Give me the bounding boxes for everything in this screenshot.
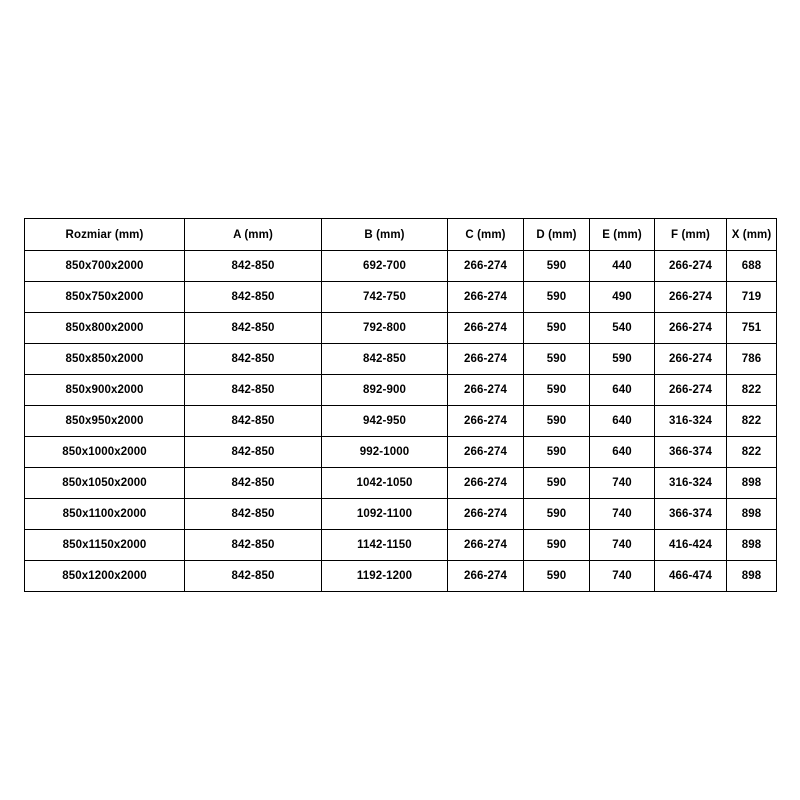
cell-d: 590 — [524, 344, 590, 375]
cell-x: 719 — [727, 282, 777, 313]
cell-size: 850x1000x2000 — [25, 437, 185, 468]
cell-a: 842-850 — [185, 468, 322, 499]
table-row — [25, 437, 777, 468]
table-header-row — [25, 219, 777, 251]
cell-c: 266-274 — [448, 561, 524, 592]
cell-f: 316-324 — [655, 468, 727, 499]
cell-a: 842-850 — [185, 344, 322, 375]
cell-f: 266-274 — [655, 344, 727, 375]
table-row — [25, 561, 777, 592]
cell-b: 692-700 — [322, 251, 448, 282]
cell-c: 266-274 — [448, 530, 524, 561]
table-row — [25, 375, 777, 406]
cell-x: 898 — [727, 561, 777, 592]
table-header — [25, 219, 777, 251]
column-header-x: X (mm) — [727, 219, 777, 251]
cell-c: 266-274 — [448, 406, 524, 437]
cell-f: 266-274 — [655, 375, 727, 406]
cell-a: 842-850 — [185, 530, 322, 561]
table-row — [25, 499, 777, 530]
cell-f: 366-374 — [655, 437, 727, 468]
cell-d: 590 — [524, 499, 590, 530]
cell-e: 740 — [590, 561, 655, 592]
cell-b: 992-1000 — [322, 437, 448, 468]
table-row — [25, 530, 777, 561]
cell-b: 1042-1050 — [322, 468, 448, 499]
cell-b: 892-900 — [322, 375, 448, 406]
cell-c: 266-274 — [448, 313, 524, 344]
cell-c: 266-274 — [448, 499, 524, 530]
cell-size: 850x750x2000 — [25, 282, 185, 313]
cell-d: 590 — [524, 251, 590, 282]
cell-x: 822 — [727, 406, 777, 437]
column-header-e: E (mm) — [590, 219, 655, 251]
cell-e: 440 — [590, 251, 655, 282]
cell-e: 740 — [590, 468, 655, 499]
cell-b: 1092-1100 — [322, 499, 448, 530]
cell-d: 590 — [524, 530, 590, 561]
cell-f: 416-424 — [655, 530, 727, 561]
cell-f: 266-274 — [655, 251, 727, 282]
column-header-a: A (mm) — [185, 219, 322, 251]
column-header-b: B (mm) — [322, 219, 448, 251]
cell-a: 842-850 — [185, 406, 322, 437]
cell-c: 266-274 — [448, 437, 524, 468]
cell-e: 590 — [590, 344, 655, 375]
cell-e: 740 — [590, 499, 655, 530]
cell-a: 842-850 — [185, 499, 322, 530]
cell-e: 640 — [590, 437, 655, 468]
cell-b: 792-800 — [322, 313, 448, 344]
cell-size: 850x1150x2000 — [25, 530, 185, 561]
cell-c: 266-274 — [448, 282, 524, 313]
cell-f: 466-474 — [655, 561, 727, 592]
cell-a: 842-850 — [185, 561, 322, 592]
cell-e: 540 — [590, 313, 655, 344]
cell-f: 316-324 — [655, 406, 727, 437]
spec-table-container — [24, 218, 776, 592]
cell-c: 266-274 — [448, 251, 524, 282]
cell-a: 842-850 — [185, 282, 322, 313]
cell-f: 266-274 — [655, 313, 727, 344]
cell-d: 590 — [524, 468, 590, 499]
cell-size: 850x950x2000 — [25, 406, 185, 437]
cell-e: 740 — [590, 530, 655, 561]
cell-b: 742-750 — [322, 282, 448, 313]
cell-b: 1142-1150 — [322, 530, 448, 561]
cell-b: 842-850 — [322, 344, 448, 375]
cell-size: 850x1050x2000 — [25, 468, 185, 499]
cell-a: 842-850 — [185, 437, 322, 468]
table-row — [25, 251, 777, 282]
cell-x: 786 — [727, 344, 777, 375]
cell-x: 898 — [727, 530, 777, 561]
table-body — [25, 251, 777, 592]
cell-size: 850x800x2000 — [25, 313, 185, 344]
table-row — [25, 468, 777, 499]
cell-f: 266-274 — [655, 282, 727, 313]
dimensions-table — [24, 218, 777, 592]
table-row — [25, 313, 777, 344]
cell-x: 822 — [727, 437, 777, 468]
cell-a: 842-850 — [185, 313, 322, 344]
cell-x: 751 — [727, 313, 777, 344]
cell-d: 590 — [524, 561, 590, 592]
cell-size: 850x1200x2000 — [25, 561, 185, 592]
cell-d: 590 — [524, 313, 590, 344]
cell-size: 850x1100x2000 — [25, 499, 185, 530]
table-row — [25, 282, 777, 313]
cell-a: 842-850 — [185, 251, 322, 282]
cell-c: 266-274 — [448, 375, 524, 406]
cell-x: 898 — [727, 468, 777, 499]
cell-size: 850x900x2000 — [25, 375, 185, 406]
cell-d: 590 — [524, 375, 590, 406]
cell-d: 590 — [524, 282, 590, 313]
cell-x: 688 — [727, 251, 777, 282]
cell-b: 942-950 — [322, 406, 448, 437]
cell-c: 266-274 — [448, 344, 524, 375]
table-row — [25, 406, 777, 437]
cell-size: 850x700x2000 — [25, 251, 185, 282]
cell-a: 842-850 — [185, 375, 322, 406]
column-header-c: C (mm) — [448, 219, 524, 251]
cell-x: 822 — [727, 375, 777, 406]
cell-f: 366-374 — [655, 499, 727, 530]
cell-c: 266-274 — [448, 468, 524, 499]
column-header-size: Rozmiar (mm) — [25, 219, 185, 251]
cell-b: 1192-1200 — [322, 561, 448, 592]
cell-size: 850x850x2000 — [25, 344, 185, 375]
cell-e: 640 — [590, 375, 655, 406]
table-row — [25, 344, 777, 375]
cell-x: 898 — [727, 499, 777, 530]
cell-e: 490 — [590, 282, 655, 313]
column-header-f: F (mm) — [655, 219, 727, 251]
cell-d: 590 — [524, 406, 590, 437]
cell-d: 590 — [524, 437, 590, 468]
cell-e: 640 — [590, 406, 655, 437]
column-header-d: D (mm) — [524, 219, 590, 251]
